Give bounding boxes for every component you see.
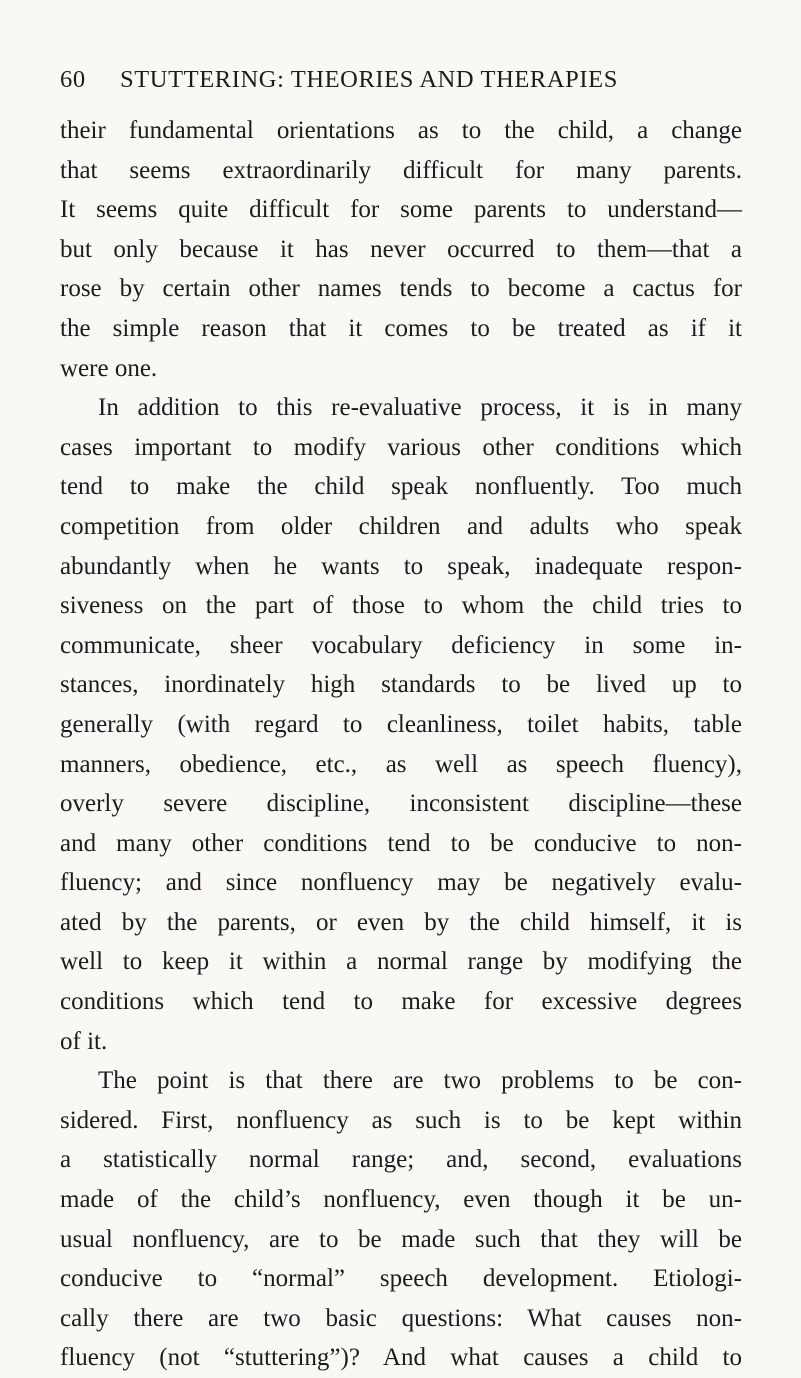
text-line: were one. <box>60 354 158 382</box>
text-line: manners, obedience, etc., as well as speech fluency), <box>60 750 742 778</box>
text-line: cases important to modify various other conditions which <box>60 433 742 461</box>
text-line: made of the child’s nonfluency, even though it be un- <box>60 1186 742 1214</box>
text-line: that seems extraordinarily difficult for many parents. <box>60 156 742 184</box>
paragraph-first-line: The point is that there are two problems to be con- <box>98 1067 742 1095</box>
text-line: tend to make the child speak nonfluently. Too much <box>60 473 742 501</box>
text-line: fluency (not “stuttering”)? And what causes a child to <box>60 1344 742 1372</box>
text-line: generally (with regard to cleanliness, toilet habits, table <box>60 710 742 738</box>
text-line: stances, inordinately high standards to be lived up to <box>60 671 742 699</box>
text-line: and many other conditions tend to be conducive to non- <box>60 829 742 857</box>
text-line: their fundamental orientations as to the child, a change <box>60 117 742 144</box>
page-number: 60 <box>60 66 86 93</box>
text-line: siveness on the part of those to whom the child tries to <box>60 592 742 620</box>
text-line: communicate, sheer vocabulary deficiency in some in- <box>60 631 742 659</box>
text-line: but only because it has never occurred to them—that a <box>60 235 742 263</box>
text-line: a statistically normal range; and, second, evaluations <box>60 1146 742 1174</box>
text-line: of it. <box>60 1027 108 1055</box>
text-line: sidered. First, nonfluency as such is to be kept within <box>60 1106 742 1134</box>
paragraph-first-line: In addition to this re-evaluative process, it is in many <box>98 394 742 422</box>
body-text <box>60 111 742 1378</box>
running-head <box>60 66 740 106</box>
text-line: the simple reason that it comes to be treated as if it <box>60 314 742 342</box>
text-line: conditions which tend to make for excessive degrees <box>60 988 742 1016</box>
text-line: rose by certain other names tends to become a cactus for <box>60 275 742 303</box>
text-line: overly severe discipline, inconsistent discipline—these <box>60 790 742 818</box>
text-line: ated by the parents, or even by the child himself, it is <box>60 908 742 936</box>
text-line: abundantly when he wants to speak, inadequate respon- <box>60 552 742 580</box>
text-line: conducive to “normal” speech development. Etiologi- <box>60 1265 742 1293</box>
running-title: STUTTERING: THEORIES AND THERAPIES <box>120 66 618 93</box>
text-line: cally there are two basic questions: What causes non- <box>60 1304 742 1332</box>
text-line: usual nonfluency, are to be made such that they will be <box>60 1225 742 1253</box>
text-line: It seems quite difficult for some parents to understand— <box>60 196 742 224</box>
text-line: fluency; and since nonfluency may be negatively evalu- <box>60 869 742 897</box>
text-line: competition from older children and adults who speak <box>60 512 742 540</box>
text-line: well to keep it within a normal range by modifying the <box>60 948 742 976</box>
